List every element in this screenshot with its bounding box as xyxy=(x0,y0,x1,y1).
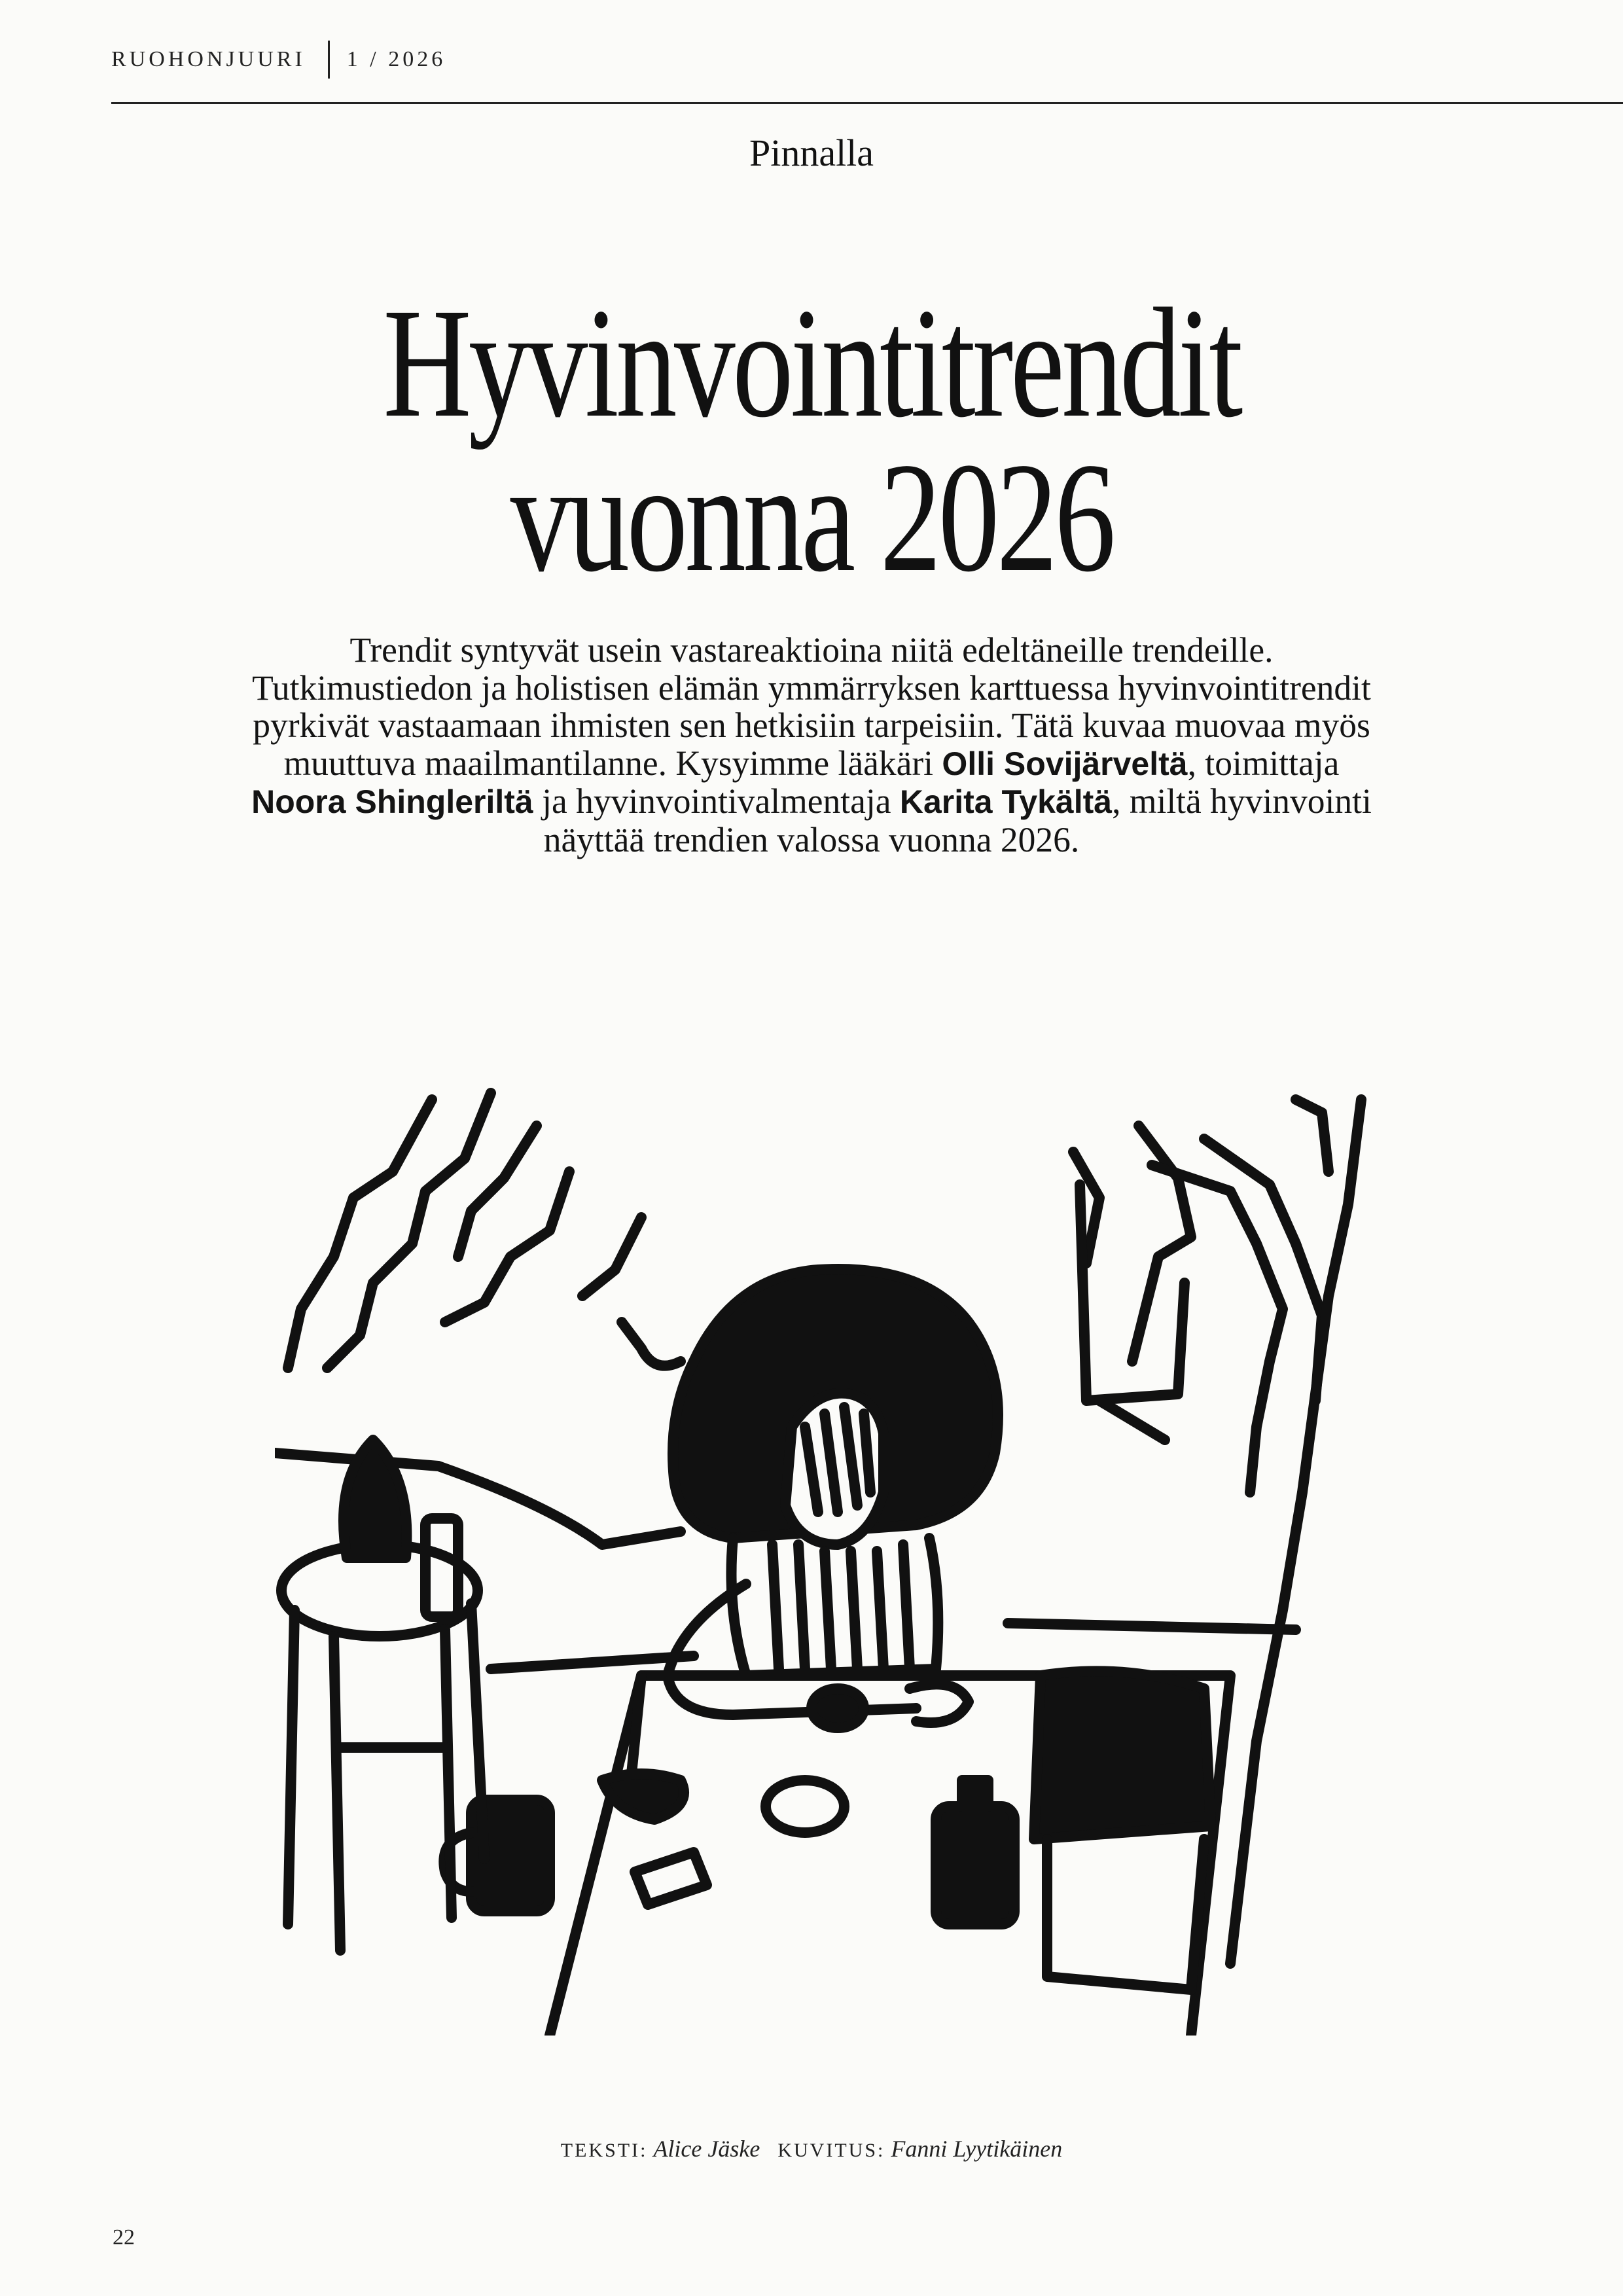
lead-line-5-tail: , miltä hyvinvointi xyxy=(1112,781,1372,821)
lead-line-1: Trendit syntyvät usein vastareaktioina niitä edeltäneille trendeille. xyxy=(349,630,1274,670)
interviewee-name-3: Karita Tykältä xyxy=(899,783,1113,820)
text-author: Alice Jäske xyxy=(653,2136,760,2162)
lead-line-4 xyxy=(151,745,1472,783)
headline-line-1: Hyvinvointitrendit xyxy=(383,276,1240,450)
header-rule xyxy=(111,102,1623,104)
headline-line-2: vuonna 2026 xyxy=(510,430,1113,604)
section-label: Pinnalla xyxy=(749,132,874,174)
lead-line-5-text: ja hyvinvointivalmentaja xyxy=(533,781,900,821)
lead-line-5 xyxy=(151,783,1472,821)
illustrator-name: Fanni Lyytikäinen xyxy=(891,2136,1063,2162)
magazine-name: RUOHONJUURI xyxy=(111,47,306,71)
illustration-credit-label: KUVITUS: xyxy=(777,2140,885,2161)
lead-line-3: pyrkivät vastaamaan ihmisten sen hetkisiin tarpeisiin. Tätä kuvaa muovaa myös xyxy=(253,706,1370,745)
running-head xyxy=(111,41,446,79)
interviewee-name-1: Olli Sovijärveltä xyxy=(942,745,1188,782)
lead-line-6: näyttää trendien valossa vuonna 2026. xyxy=(543,819,1080,859)
running-head-divider xyxy=(328,41,330,79)
credits xyxy=(0,2135,1623,2162)
lead-paragraph xyxy=(151,632,1472,859)
issue-number: 1 / 2026 xyxy=(346,47,446,71)
lead-line-4-tail: , toimittaja xyxy=(1187,743,1340,783)
headline xyxy=(179,276,1444,604)
interviewee-name-2: Noora Shingleriltä xyxy=(251,783,533,820)
text-credit-label: TEKSTI: xyxy=(560,2140,648,2161)
lead-line-2: Tutkimustiedon ja holistisen elämän ymmärryksen karttuessa hyvinvointitrendit xyxy=(252,668,1371,708)
lead-line-4-text: muuttuva maailmantilanne. Kysyimme lääkäri xyxy=(283,743,942,783)
woman-covering-face-at-table-icon xyxy=(275,1086,1466,2036)
page-number: 22 xyxy=(113,2225,135,2250)
